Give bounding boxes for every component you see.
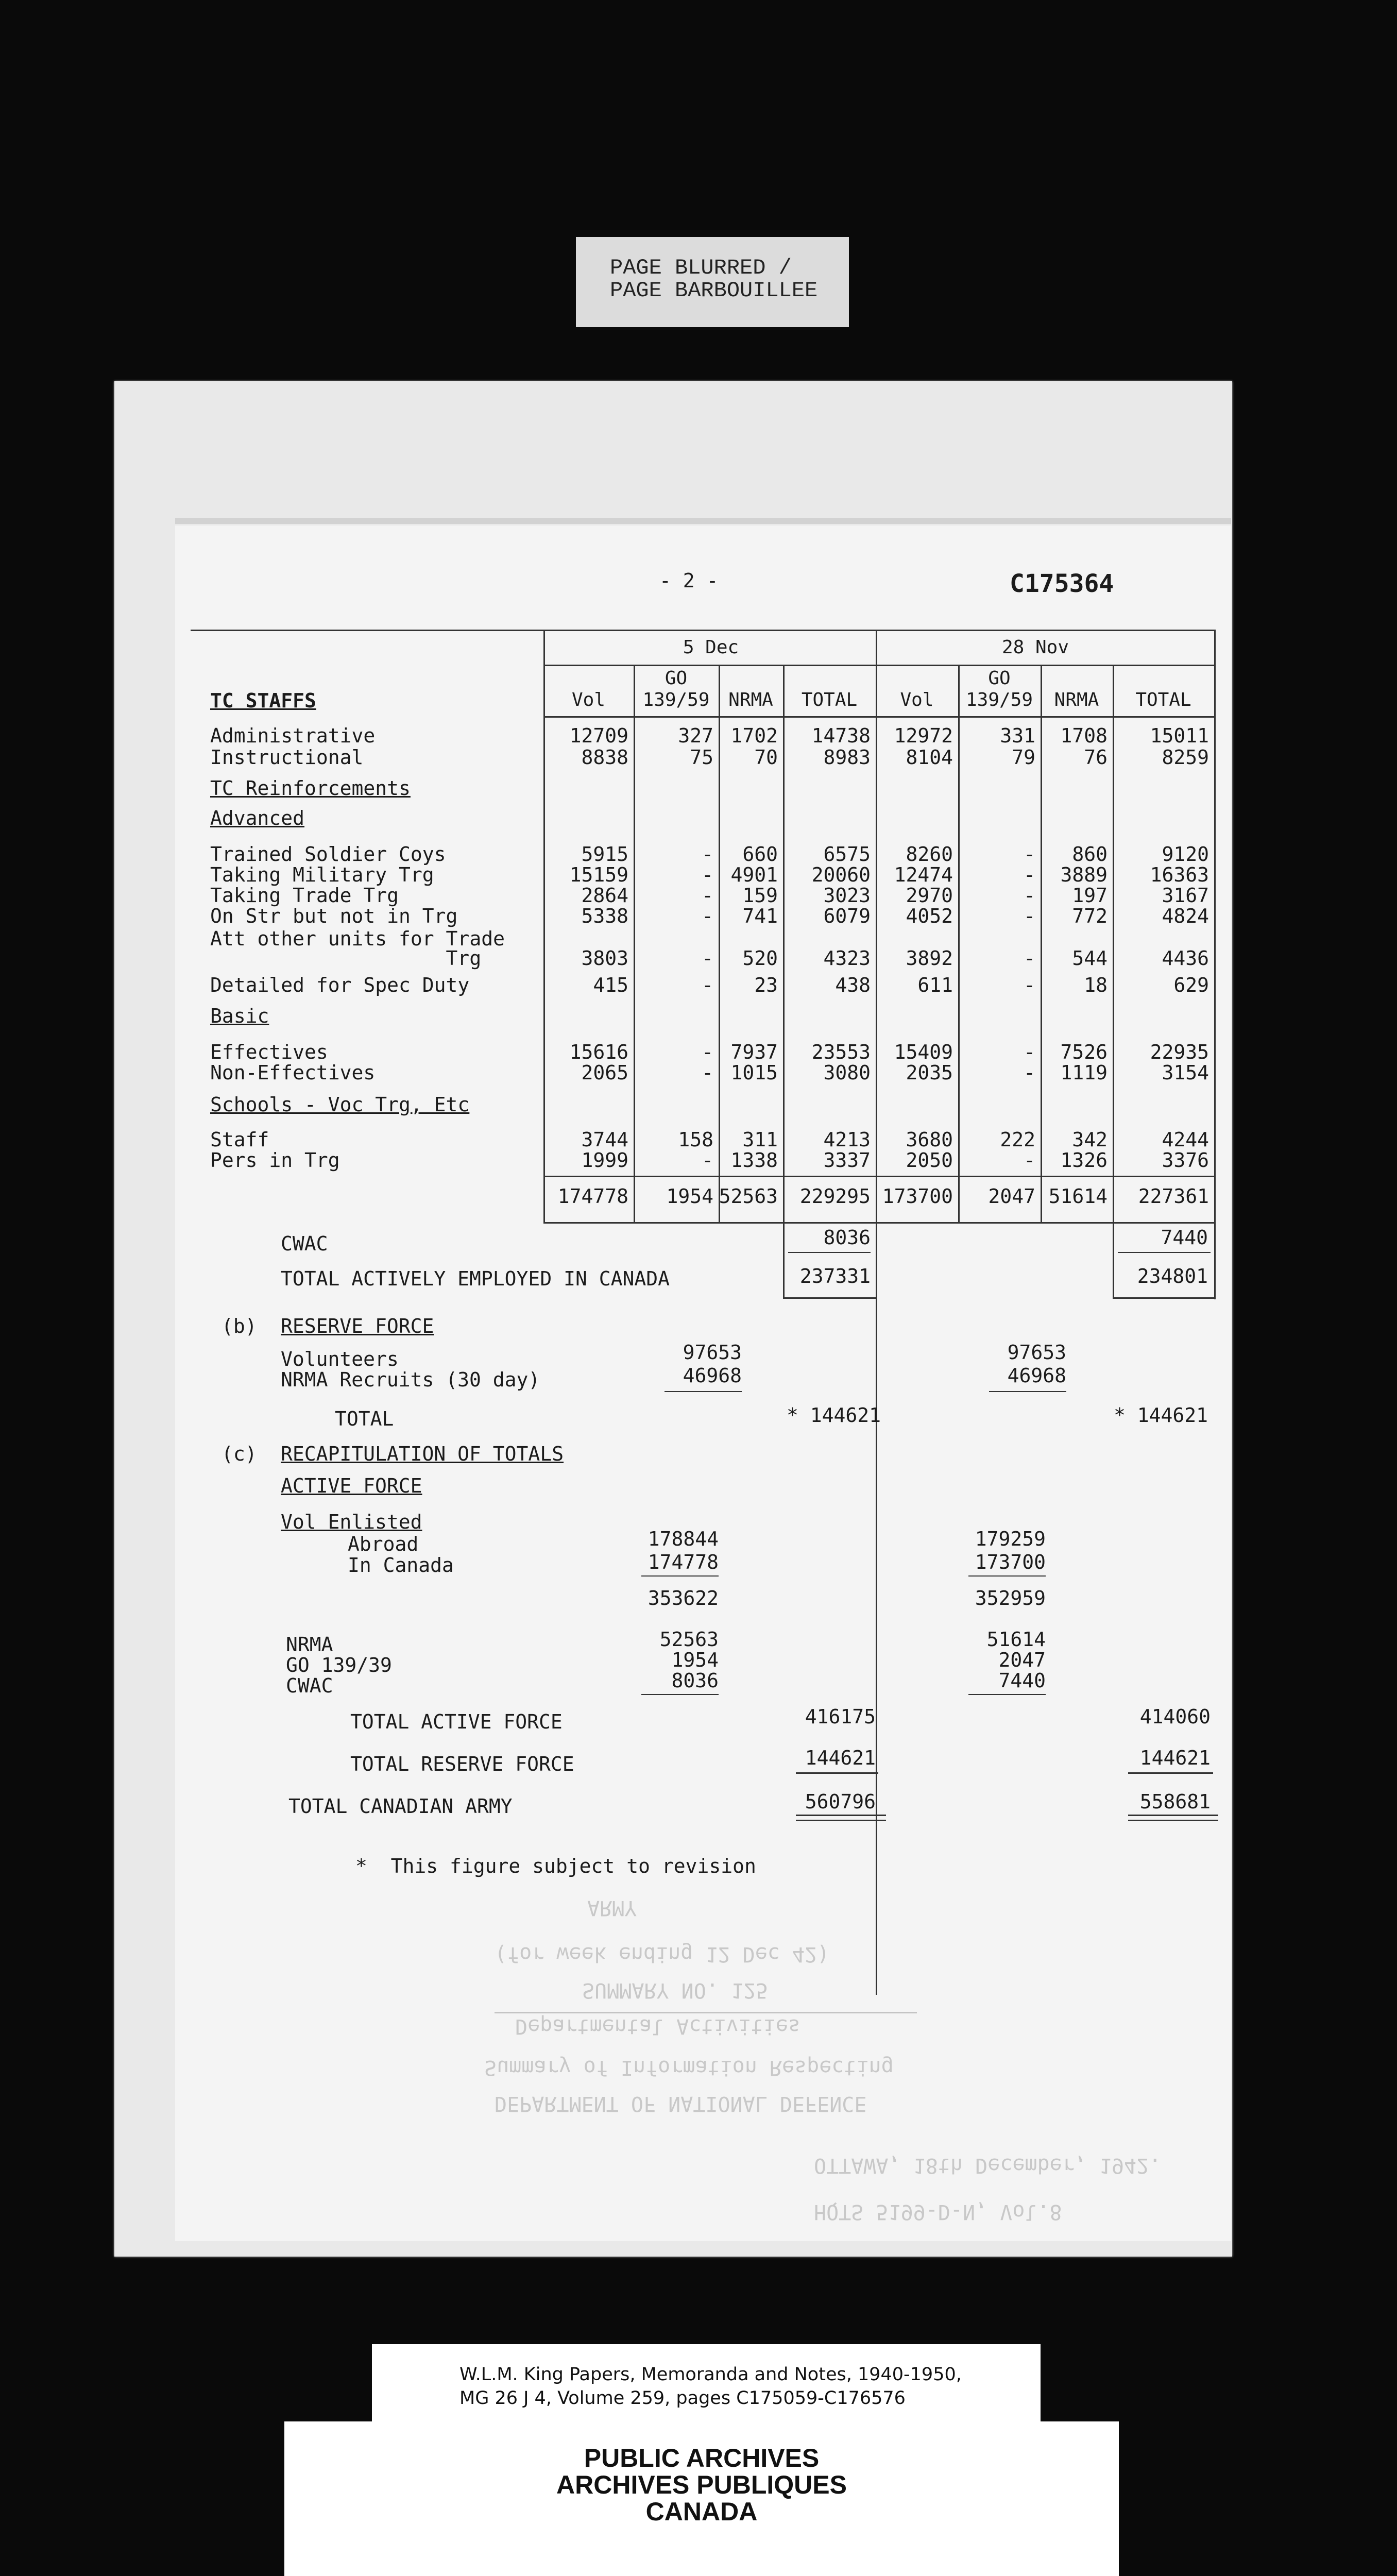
table-cell: -: [702, 863, 713, 886]
col-header: 139/59: [965, 689, 1033, 710]
table-cell: 2065: [581, 1061, 628, 1084]
table-cell: 1702: [730, 724, 778, 747]
table-cell: -: [702, 1061, 713, 1084]
table-cell: 12972: [894, 724, 953, 747]
col-header: Vol: [571, 689, 606, 710]
cwac-dec-value: 8036: [823, 1226, 871, 1249]
col-header: NRMA: [728, 689, 773, 710]
table-cell: 1119: [1060, 1061, 1108, 1084]
row-label: Pers in Trg: [210, 1149, 340, 1172]
table-cell: -: [702, 1149, 713, 1172]
recap-cwac-dec: 8036: [671, 1669, 719, 1692]
section-heading: Advanced: [210, 807, 305, 829]
recap-cwac-nov: 7440: [998, 1669, 1046, 1692]
table-cell: 520: [742, 947, 778, 970]
vol-underline: [968, 1575, 1046, 1577]
table-cell: 3080: [823, 1061, 871, 1084]
go-label: GO: [665, 668, 688, 689]
table-cell: 3154: [1162, 1061, 1209, 1084]
document-id: C175364: [1010, 569, 1114, 598]
row-label: Trg: [210, 947, 482, 970]
table-cell: 1708: [1060, 724, 1108, 747]
cwac-underline: [788, 1252, 871, 1253]
table-cell: 7526: [1060, 1041, 1108, 1063]
abroad-nov: 179259: [975, 1528, 1046, 1550]
totals-bottom-rule: [543, 1222, 1216, 1224]
table-cell: 860: [1072, 843, 1108, 866]
table-cell: 16363: [1150, 863, 1209, 886]
table-cell: 3744: [581, 1128, 628, 1151]
table-cell: 4824: [1162, 905, 1209, 927]
table-cell: 15616: [569, 1041, 628, 1063]
sheet-fold-edge: [175, 518, 1231, 524]
bleed-through-text: ARMY: [587, 1896, 637, 1920]
recap-go-dec: 1954: [671, 1649, 719, 1671]
period-header-dec: 5 Dec: [683, 637, 739, 658]
recap-marker: (c): [222, 1443, 257, 1465]
recap-underline: [968, 1694, 1046, 1695]
table-cell: -: [1024, 1041, 1035, 1063]
abroad-dec: 178844: [648, 1528, 719, 1550]
table-cell: 5915: [581, 843, 628, 866]
table-cell: 3376: [1162, 1149, 1209, 1172]
table-cell: -: [702, 884, 713, 907]
table-cell: 2864: [581, 884, 628, 907]
reserve-total-label: TOTAL: [335, 1408, 394, 1430]
table-cell: 2050: [906, 1149, 953, 1172]
header-rule: [543, 665, 1216, 666]
table-cell: -: [1024, 1061, 1035, 1084]
row-label: Trained Soldier Coys: [210, 843, 446, 866]
table-cell: 3889: [1060, 863, 1108, 886]
table-cell: 18: [1084, 974, 1108, 996]
table-cell: 8983: [823, 746, 871, 769]
table-cell: 4901: [730, 863, 778, 886]
blur-label-line1: PAGE BLURRED /: [610, 256, 792, 280]
total-active-nov: 414060: [1139, 1705, 1211, 1728]
total-reserve-nov: 144621: [1139, 1747, 1211, 1769]
reserve-title: RESERVE FORCE: [281, 1315, 434, 1337]
totals-cell: 227361: [1138, 1185, 1209, 1208]
in-canada-label: In Canada: [348, 1554, 454, 1577]
bleed-through-text: HQTS 5199-D-N, Vol.8: [814, 2200, 1062, 2224]
vol-enlisted-label: Vol Enlisted: [281, 1511, 422, 1533]
table-cell: -: [1024, 947, 1035, 970]
table-cell: 3680: [906, 1128, 953, 1151]
col-rule: [1214, 630, 1216, 1299]
table-cell: 741: [742, 905, 778, 927]
table-cell: 544: [1072, 947, 1108, 970]
reserve-volunteers-nov: 97653: [1007, 1341, 1066, 1364]
vol-subtotal-dec: 353622: [648, 1587, 719, 1609]
section-title-tc-staffs: TC STAFFS: [210, 689, 316, 712]
total-employed-nov: 234801: [1137, 1265, 1208, 1287]
totals-cell: 174778: [557, 1185, 628, 1208]
table-cell: 22935: [1150, 1041, 1209, 1063]
caption-line1: W.L.M. King Papers, Memoranda and Notes, 1940-1950,: [459, 2364, 962, 2385]
table-cell: 79: [1012, 746, 1035, 769]
cwac-underline: [1118, 1252, 1211, 1253]
period-divider-rule: [876, 630, 877, 1995]
reserve-total-nov: * 144621: [1113, 1404, 1208, 1427]
total-active-dec: 416175: [805, 1705, 876, 1728]
table-cell: 75: [690, 746, 713, 769]
total-army-label: TOTAL CANADIAN ARMY: [288, 1795, 513, 1818]
table-cell: 772: [1072, 905, 1108, 927]
recap-go-label: GO 139/39: [286, 1654, 392, 1676]
table-cell: 4323: [823, 947, 871, 970]
reserve-volunteers-dec: 97653: [683, 1341, 742, 1364]
archives-line3: CANADA: [645, 2497, 758, 2526]
page-blurred-label: [576, 237, 849, 327]
total-employed-label: TOTAL ACTIVELY EMPLOYED IN CANADA: [281, 1267, 670, 1290]
table-cell: -: [1024, 1149, 1035, 1172]
page-number: - 2 -: [659, 569, 719, 592]
table-cell: 2970: [906, 884, 953, 907]
table-cell: 197: [1072, 884, 1108, 907]
col-header: Vol: [900, 689, 934, 710]
row-label: Non-Effectives: [210, 1061, 376, 1084]
table-cell: -: [1024, 974, 1035, 996]
row-label: On Str but not in Trg: [210, 905, 458, 927]
vol-subtotal-nov: 352959: [975, 1587, 1046, 1609]
total-reserve-dec: 144621: [805, 1747, 876, 1769]
total-army-nov: 558681: [1139, 1790, 1211, 1813]
recap-go-nov: 2047: [998, 1649, 1046, 1671]
reserve-marker: (b): [222, 1315, 257, 1337]
recap-title: RECAPITULATION OF TOTALS: [281, 1443, 564, 1465]
row-label: Taking Trade Trg: [210, 884, 399, 907]
employed-box-rule: [1113, 1297, 1216, 1299]
table-cell: 159: [742, 884, 778, 907]
cwac-nov-value: 7440: [1161, 1226, 1208, 1249]
table-cell: 15011: [1150, 724, 1209, 747]
table-cell: 9120: [1162, 843, 1209, 866]
period-header-nov: 28 Nov: [1001, 637, 1069, 658]
reserve-nrma-nov: 46968: [1007, 1364, 1066, 1387]
table-cell: 12709: [569, 724, 628, 747]
row-label: Administrative: [210, 724, 376, 747]
table-cell: 415: [593, 974, 628, 996]
col-header: TOTAL: [801, 689, 858, 710]
recap-underline: [641, 1694, 719, 1695]
table-cell: 4436: [1162, 947, 1209, 970]
recap-nrma-dec: 52563: [659, 1628, 719, 1651]
reserve-nrma-dec: 46968: [683, 1364, 742, 1387]
table-cell: 3892: [906, 947, 953, 970]
table-cell: 629: [1173, 974, 1209, 996]
army-double-underline: [796, 1820, 886, 1821]
bleed-through-text: OTTAWA, 18th December, 1942.: [814, 2154, 1162, 2177]
citation-caption: [372, 2344, 1041, 2434]
table-cell: 3803: [581, 947, 628, 970]
table-cell: -: [702, 947, 713, 970]
reserve-volunteers-label: Volunteers: [281, 1348, 399, 1370]
table-cell: 14738: [811, 724, 871, 747]
section-heading: Basic: [210, 1005, 269, 1027]
bleed-through-rule: [495, 2012, 917, 2013]
reserve-total-dec: * 144621: [786, 1404, 881, 1427]
table-cell: -: [702, 974, 713, 996]
col-header: NRMA: [1054, 689, 1099, 710]
reserve-total-underline: [796, 1772, 878, 1774]
in-canada-nov: 173700: [975, 1551, 1046, 1573]
table-cell: 438: [835, 974, 871, 996]
table-cell: 6575: [823, 843, 871, 866]
table-cell: 311: [742, 1128, 778, 1151]
table-cell: 1015: [730, 1061, 778, 1084]
totals-cell: 51614: [1048, 1185, 1108, 1208]
bleed-through-text: Departmental Activities: [515, 2014, 800, 2038]
go-label: GO: [988, 668, 1011, 689]
table-cell: 4213: [823, 1128, 871, 1151]
section-heading: TC Reinforcements: [210, 777, 411, 800]
table-cell: 4052: [906, 905, 953, 927]
vol-underline: [641, 1575, 719, 1577]
table-cell: 6079: [823, 905, 871, 927]
table-cell: -: [702, 905, 713, 927]
blur-label-line2: PAGE BARBOUILLEE: [610, 278, 818, 303]
total-employed-dec: 237331: [799, 1265, 871, 1287]
reserve-underline: [989, 1391, 1066, 1392]
army-double-underline: [1128, 1815, 1218, 1816]
total-active-label: TOTAL ACTIVE FORCE: [350, 1710, 563, 1733]
table-cell: 327: [678, 724, 713, 747]
table-cell: -: [702, 1041, 713, 1063]
stamp-notch: [284, 2370, 372, 2421]
table-cell: 7937: [730, 1041, 778, 1063]
col-header: TOTAL: [1135, 689, 1191, 710]
table-cell: 8104: [906, 746, 953, 769]
table-cell: 4244: [1162, 1128, 1209, 1151]
col-header: 139/59: [642, 689, 710, 710]
archives-line1: PUBLIC ARCHIVES: [584, 2444, 820, 2472]
totals-cell: 52563: [719, 1185, 778, 1208]
totals-top-rule: [543, 1176, 1216, 1177]
row-label: Staff: [210, 1128, 269, 1151]
totals-cell: 2047: [988, 1185, 1035, 1208]
table-cell: 1999: [581, 1149, 628, 1172]
table-cell: 342: [1072, 1128, 1108, 1151]
army-double-underline: [1128, 1820, 1218, 1821]
stamp-notch: [1041, 2370, 1119, 2421]
caption-line2: MG 26 J 4, Volume 259, pages C175059-C176576: [459, 2388, 906, 2409]
archives-line2: ARCHIVES PUBLIQUES: [556, 2470, 847, 2499]
in-canada-dec: 174778: [648, 1551, 719, 1573]
employed-box-rule: [783, 1297, 876, 1299]
table-cell: 1338: [730, 1149, 778, 1172]
table-cell: 331: [1000, 724, 1035, 747]
table-cell: -: [1024, 905, 1035, 927]
total-army-dec: 560796: [805, 1790, 876, 1813]
table-cell: 23: [754, 974, 778, 996]
totals-cell: 173700: [882, 1185, 953, 1208]
header-bottom-rule: [543, 716, 1216, 718]
army-double-underline: [796, 1815, 886, 1816]
totals-cell: 229295: [799, 1185, 871, 1208]
recap-nrma-nov: 51614: [986, 1628, 1046, 1651]
table-cell: 76: [1084, 746, 1108, 769]
total-reserve-label: TOTAL RESERVE FORCE: [350, 1753, 574, 1775]
table-cell: 5338: [581, 905, 628, 927]
bleed-through-text: Summary of Information Respecting: [484, 2056, 894, 2079]
recap-cwac-label: CWAC: [286, 1674, 333, 1697]
active-force-title: ACTIVE FORCE: [281, 1475, 422, 1497]
table-cell: 12474: [894, 863, 953, 886]
reserve-total-underline: [1128, 1772, 1213, 1774]
table-cell: 2035: [906, 1061, 953, 1084]
table-cell: 15409: [894, 1041, 953, 1063]
table-cell: 20060: [811, 863, 871, 886]
table-cell: 70: [754, 746, 778, 769]
table-cell: -: [1024, 843, 1035, 866]
table-cell: 222: [1000, 1128, 1035, 1151]
table-cell: 611: [917, 974, 953, 996]
abroad-label: Abroad: [348, 1533, 419, 1555]
section-heading: Schools - Voc Trg, Etc: [210, 1093, 470, 1116]
table-cell: 15159: [569, 863, 628, 886]
table-cell: 3167: [1162, 884, 1209, 907]
table-top-rule: [191, 630, 1216, 631]
table-cell: 8838: [581, 746, 628, 769]
totals-cell: 1954: [666, 1185, 713, 1208]
reserve-underline: [665, 1391, 742, 1392]
table-cell: 3023: [823, 884, 871, 907]
table-cell: 660: [742, 843, 778, 866]
bleed-through-text: (for week ending 12 Dec 42): [495, 1942, 830, 1966]
table-cell: -: [702, 843, 713, 866]
reserve-nrma-label: NRMA Recruits (30 day): [281, 1368, 540, 1391]
table-cell: 158: [678, 1128, 713, 1151]
table-cell: 3337: [823, 1149, 871, 1172]
table-cell: 8259: [1162, 746, 1209, 769]
row-label: Att other units for Trade: [210, 927, 505, 950]
table-cell: -: [1024, 884, 1035, 907]
row-label: Taking Military Trg: [210, 863, 434, 886]
recap-nrma-label: NRMA: [286, 1633, 333, 1656]
table-cell: 23553: [811, 1041, 871, 1063]
table-cell: 8260: [906, 843, 953, 866]
footnote: * This figure subject to revision: [355, 1855, 756, 1877]
table-cell: 1326: [1060, 1149, 1108, 1172]
cwac-label: CWAC: [281, 1232, 328, 1255]
row-label: Instructional: [210, 746, 364, 769]
row-label: Detailed for Spec Duty: [210, 974, 470, 996]
table-cell: -: [1024, 863, 1035, 886]
public-archives-stamp: [284, 2445, 1119, 2525]
bleed-through-text: DEPARTMENT OF NATIONAL DEFENCE: [495, 2092, 867, 2115]
bleed-through-text: SUMMARY NO. 125: [582, 1978, 769, 2002]
row-label: Effectives: [210, 1041, 328, 1063]
